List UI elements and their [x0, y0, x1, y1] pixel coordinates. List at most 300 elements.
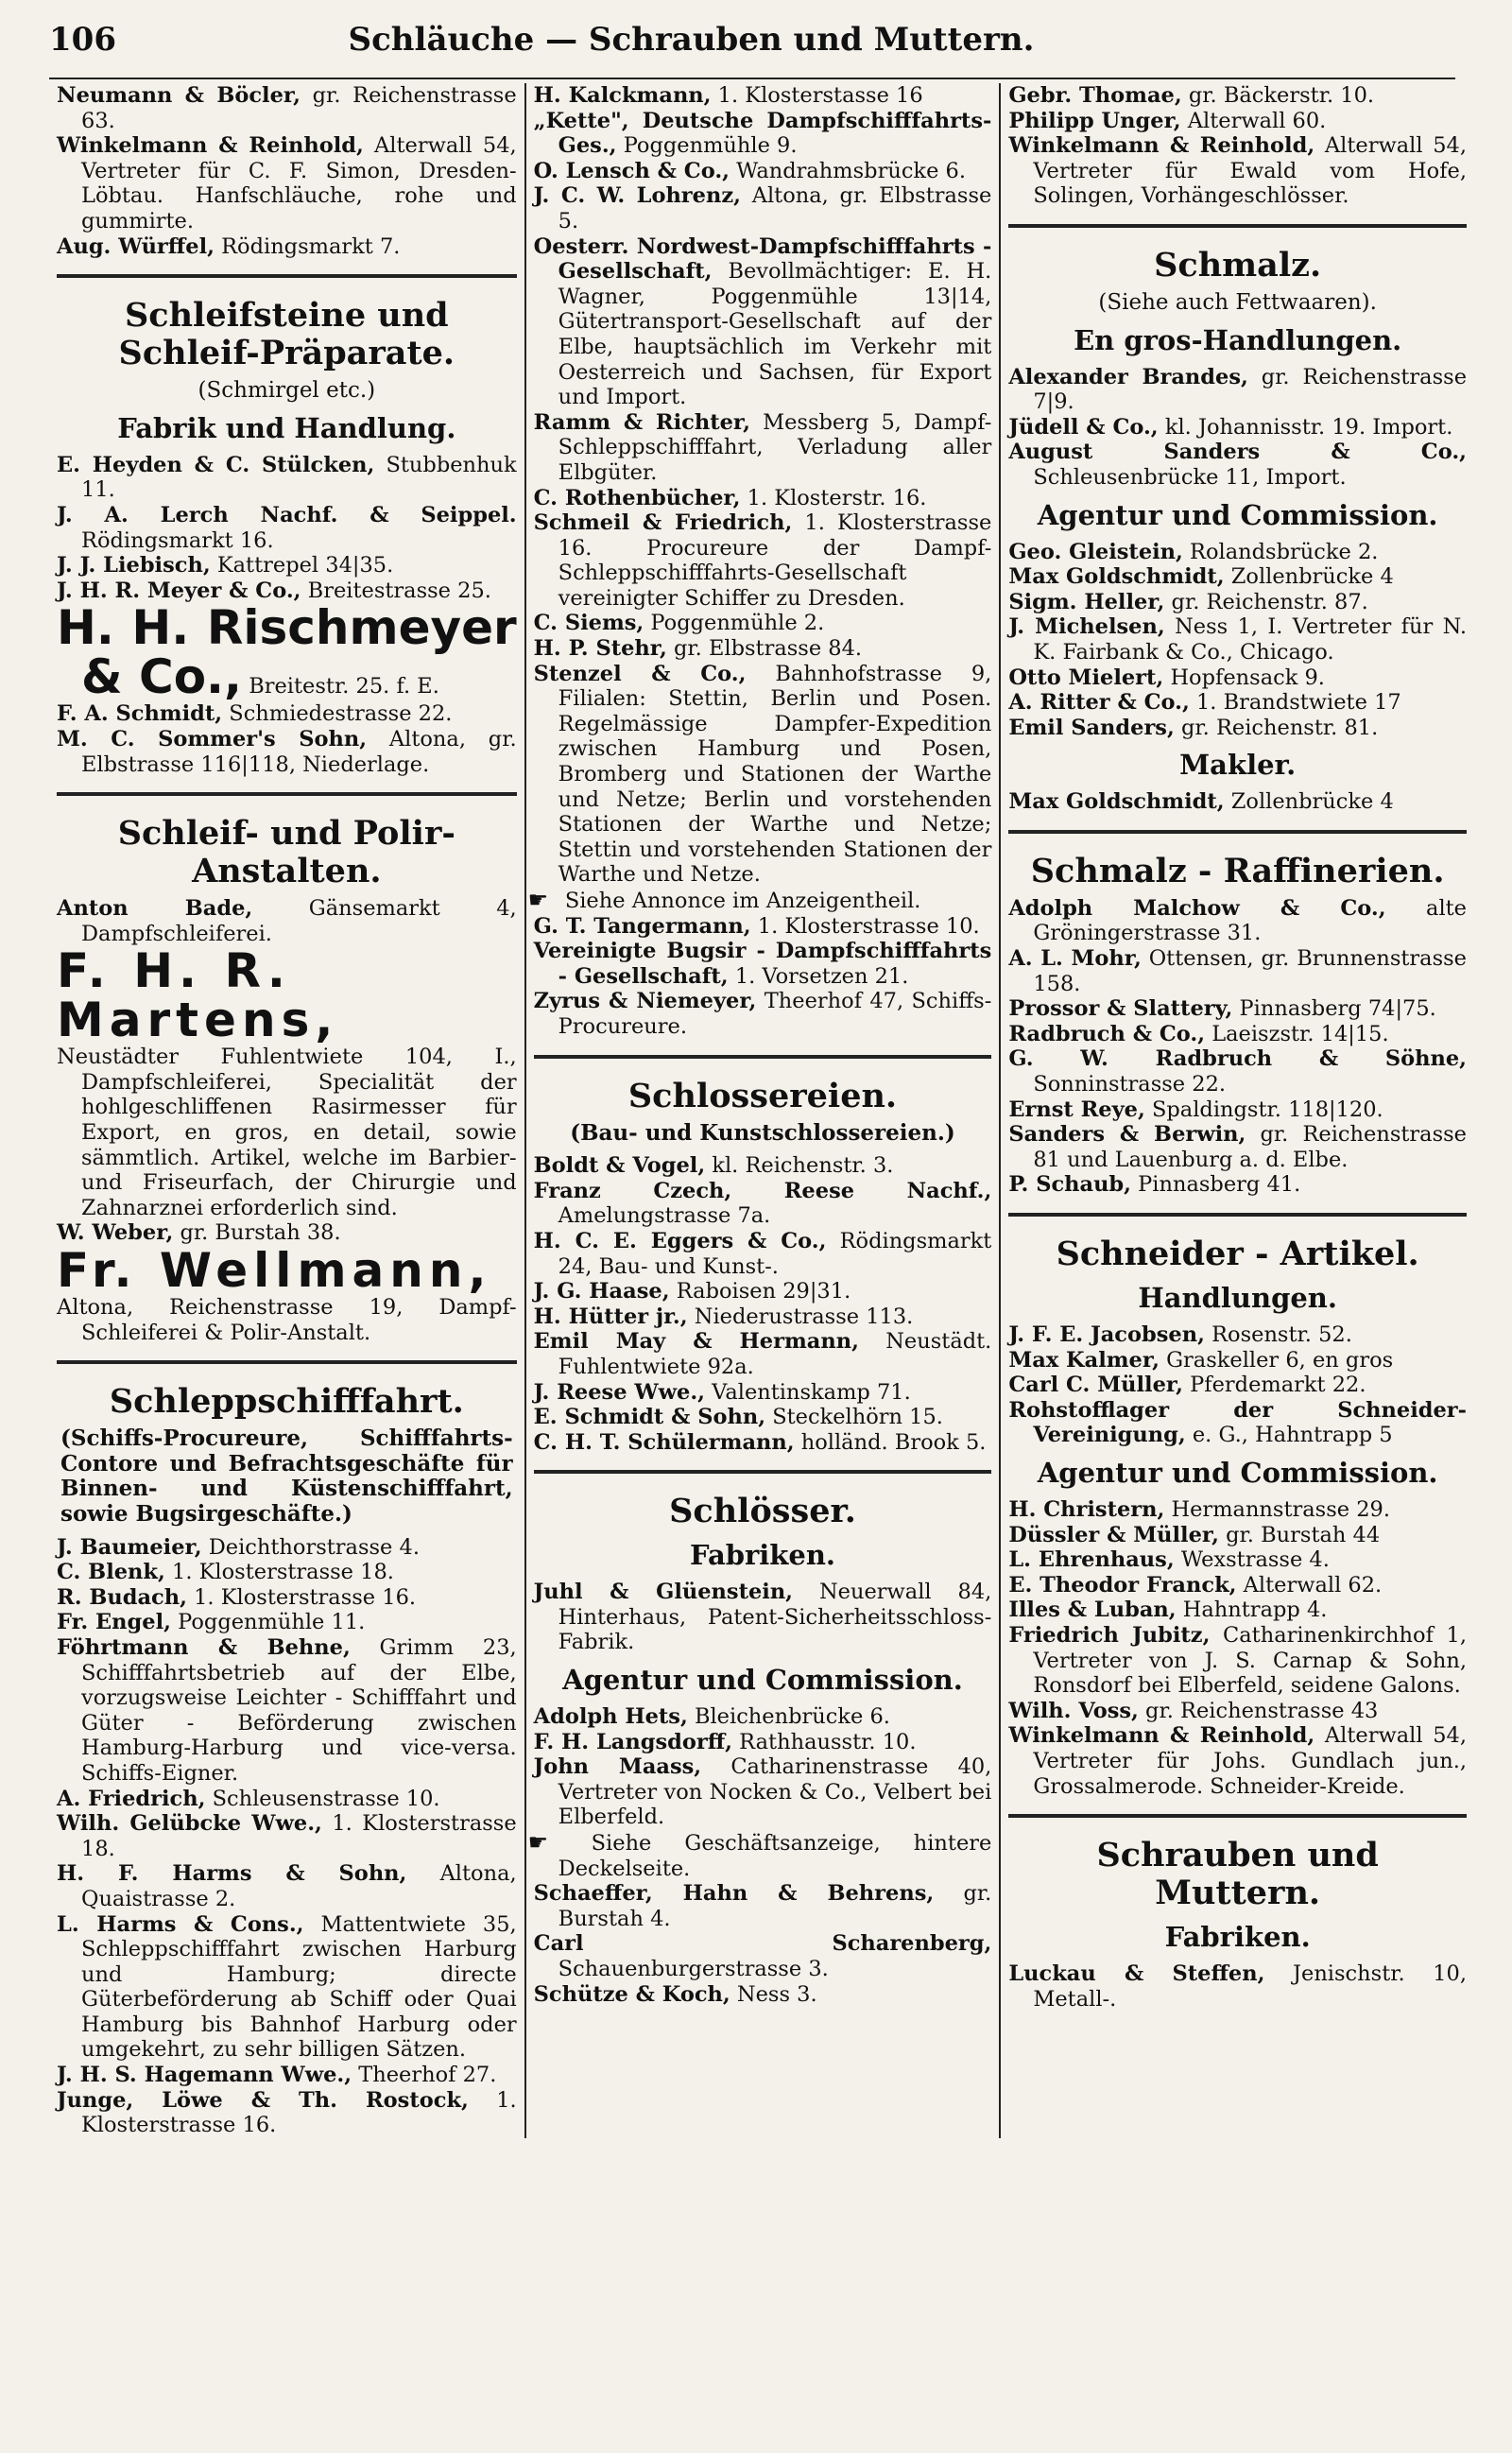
entry-name: Zyrus & Niemeyer, — [533, 989, 757, 1014]
directory-entry — [534, 1304, 992, 1330]
entry-name: F. H. Langsdorff, — [533, 1729, 733, 1754]
directory-entry — [1008, 83, 1467, 109]
directory-entry — [1008, 614, 1467, 665]
directory-entry — [1008, 1623, 1467, 1699]
directory-entry — [1008, 1172, 1467, 1198]
entry-list — [57, 1220, 517, 1246]
entry-name: Ernst Reye, — [1008, 1097, 1145, 1122]
column-2 — [524, 83, 1000, 2138]
entry-details: gr. Elbstrasse 84. — [673, 636, 863, 662]
entry-name: Schmeil & Friedrich, — [533, 510, 793, 536]
entry-name: Juhl & Glüenstein, — [533, 1580, 794, 1605]
entry-details: Altona, gr. Elbstrasse 116|118, Niederlage. — [81, 726, 517, 777]
entry-list — [534, 1153, 992, 1455]
section-divider — [1008, 224, 1467, 228]
entry-details: Rödingsmarkt 16. — [81, 527, 274, 553]
entry-details: gr. Burstah 4. — [558, 1881, 992, 1931]
section-title: Schmalz. — [1154, 245, 1322, 285]
directory-entry — [534, 636, 992, 662]
directory-entry — [57, 1811, 517, 1861]
directory-entry — [1008, 665, 1467, 691]
section-title: Schleif- und Polir-Anstalten. — [117, 814, 455, 891]
directory-entry — [57, 579, 517, 604]
entry-details: Schauenburgerstrasse 3. — [558, 1957, 829, 1981]
entry-name: C. Blenk, — [57, 1560, 165, 1585]
directory-entry — [57, 1585, 517, 1611]
section-note: (Siehe auch Fettwaaren). — [1098, 289, 1377, 315]
directory-entry — [534, 1329, 992, 1379]
entry-list — [1008, 896, 1467, 1198]
directory-entry — [1008, 133, 1467, 209]
section-title: Schleppschifffahrt. — [109, 1382, 464, 1422]
entry-name: R. Budach, — [57, 1584, 187, 1610]
directory-entry — [57, 553, 517, 579]
entry-details: Neustädt. Fuhlentwiete 92a. — [558, 1329, 992, 1379]
directory-entry — [1008, 1573, 1467, 1598]
entry-details: Mattentwiete 35, Schleppschifffahrt zwischen Harburg und Hamburg; directe Güterbeförderung ab Schiff oder Quai Hamburg bis Bahnhof Harburg oder umgekehrt, zu sehr billigen Sätzen. — [81, 1911, 517, 2063]
entry-name: H. F. Harms & Sohn, — [57, 1861, 407, 1887]
entry-details: Steckelhörn 15. — [772, 1405, 943, 1430]
entry-name: Luckau & Steffen, — [1008, 1961, 1265, 1987]
entry-details: Valentinskamp 71. — [712, 1379, 911, 1405]
entry-list — [57, 1535, 517, 2138]
entry-name: C. H. T. Schülermann, — [533, 1429, 795, 1455]
directory-entry — [1008, 540, 1467, 565]
entry-details: Poggenmühle 9. — [623, 133, 798, 159]
subsection-title: Agentur und Commission. — [562, 1664, 963, 1697]
entry-name: Geo. Gleistein, — [1008, 539, 1183, 564]
directory-entry — [534, 1704, 992, 1730]
entry-details: Jenischstr. 10, Metall-. — [1033, 1961, 1467, 2012]
entry-name: C. Siems, — [533, 611, 644, 636]
entry-name: Gebr. Thomae, — [1008, 83, 1182, 108]
subsection-title: Fabriken. — [1164, 1921, 1311, 1954]
entry-details: Theerhof 27. — [358, 2063, 497, 2088]
directory-entry — [1008, 1373, 1467, 1398]
cross-reference-text: Siehe Geschäftsanzeige, hintere Deckelseite. — [558, 1831, 992, 1881]
entry-details: 1. Klosterstrasse 16. — [81, 2087, 517, 2138]
entry-name: A. Ritter & Co., — [1008, 690, 1190, 716]
entry-details: gr. Reichenstr. 87. — [1171, 589, 1368, 614]
section-title: Schmalz - Raffinerien. — [1030, 851, 1445, 890]
section-divider — [1008, 830, 1467, 834]
page-header — [49, 21, 1455, 79]
entry-name: J. C. W. Lohrenz, — [533, 183, 741, 209]
directory-entry — [534, 662, 992, 888]
entry-details: Amelungstrasse 7a. — [558, 1203, 771, 1229]
directory-entry — [57, 701, 517, 727]
entry-details: 1. Klosterstrasse 18. — [81, 1811, 517, 1861]
directory-entry — [57, 1861, 517, 1911]
entry-details: 1. Klosterstasse 16 — [717, 83, 923, 108]
entry-name: Philipp Unger, — [1008, 108, 1181, 133]
directory-entry — [1008, 1723, 1467, 1799]
entry-name: Schütze & Koch, — [533, 1981, 730, 2007]
entry-list — [534, 914, 992, 1040]
entry-name: F. A. Schmidt, — [57, 701, 223, 727]
entry-name: J. Michelsen, — [1008, 614, 1165, 640]
directory-entry — [534, 410, 992, 486]
entry-name: P. Schaub, — [1008, 1172, 1131, 1198]
cross-reference-text: Siehe Annonce im Anzeigentheil. — [564, 889, 921, 913]
entry-name: Rohstofflager der Schneider-Vereinigung, — [1008, 1397, 1467, 1448]
entry-name: J. F. E. Jacobsen, — [1008, 1322, 1205, 1347]
advert-name: H. H. Rischmeyer & Co., — [57, 600, 517, 705]
directory-entry — [57, 133, 517, 233]
directory-entry — [57, 503, 517, 553]
directory-entry — [534, 1405, 992, 1430]
directory-entry — [57, 1535, 517, 1561]
entry-details: Catharinenstrasse 40, Vertreter von Nocken & Co., Velbert bei Elberfeld. — [558, 1754, 992, 1830]
entry-name: J. Reese Wwe., — [533, 1379, 705, 1405]
section-divider — [57, 274, 517, 278]
entry-details: Poggenmühle 2. — [650, 611, 825, 636]
entry-list — [57, 83, 517, 259]
entry-name: Winkelmann & Reinhold, — [57, 133, 364, 159]
entry-list — [1008, 1961, 1467, 2012]
entry-details: Alterwall 54, Vertreter für Ewald vom Hofe, Solingen, Vorhängeschlösser. — [1033, 133, 1468, 209]
entry-list — [1008, 1322, 1467, 1448]
entry-list — [1008, 540, 1467, 741]
entry-name: H. Hütter jr., — [533, 1304, 688, 1329]
entry-details: kl. Reichenstr. 3. — [712, 1153, 894, 1179]
subsection-title: Fabrik und Handlung. — [117, 411, 456, 444]
entry-details: gr. Reichenstrasse 81 und Lauenburg a. d. Elbe. — [1033, 1122, 1468, 1172]
entry-details: Bleichenbrücke 6. — [694, 1704, 890, 1730]
entry-name: C. Rothenbücher, — [533, 485, 741, 510]
directory-entry — [534, 159, 992, 184]
entry-details: Rolandsbrücke 2. — [1190, 539, 1379, 564]
directory-entry — [1008, 946, 1467, 996]
entry-details: Niederustrasse 113. — [694, 1304, 914, 1329]
entry-name: L. Ehrenhaus, — [1008, 1547, 1175, 1573]
entry-details: Hahntrapp 4. — [1182, 1598, 1328, 1623]
directory-entry — [534, 1179, 992, 1229]
entry-name: Junge, Löwe & Th. Rostock, — [57, 2087, 469, 2113]
entry-name: E. Schmidt & Sohn, — [533, 1405, 766, 1430]
entry-name: Neumann & Böcler, — [57, 83, 301, 108]
cross-reference: ☛ Siehe Geschäftsanzeige, hintere Deckelseite. — [527, 1829, 992, 1881]
directory-entry — [534, 1229, 992, 1279]
advert-name: Fr. Wellmann, — [57, 1243, 492, 1299]
directory-entry — [1008, 440, 1467, 490]
entry-name: Carl Scharenberg, — [533, 1931, 992, 1957]
entry-name: Adolph Hets, — [533, 1704, 688, 1730]
entry-name: Düssler & Müller, — [1008, 1522, 1219, 1547]
directory-entry — [1008, 1122, 1467, 1172]
entry-name: H. Kalckmann, — [533, 83, 712, 108]
column-1 — [49, 83, 524, 2138]
directory-entry — [57, 83, 517, 133]
entry-details: Pinnasberg 74|75. — [1239, 996, 1436, 1022]
entry-list — [57, 453, 517, 604]
entry-name: H. Christern, — [1008, 1496, 1165, 1522]
entry-details: Sonninstrasse 22. — [1033, 1072, 1227, 1097]
entry-name: Emil Sanders, — [1008, 715, 1175, 740]
entry-details: holländ. Brook 5. — [800, 1429, 987, 1455]
entry-details: 1. Vorsetzen 21. — [734, 963, 909, 989]
entry-details: 1. Klosterstrasse 18. — [172, 1560, 394, 1585]
directory-entry — [1008, 1097, 1467, 1123]
directory-entry — [57, 1220, 517, 1246]
directory-entry — [1008, 716, 1467, 741]
section-title: Schlossereien. — [627, 1076, 898, 1115]
entry-details: Laeiszstr. 14|15. — [1211, 1021, 1389, 1046]
entry-name: J. Baumeier, — [57, 1534, 202, 1560]
entry-name: W. Weber, — [57, 1220, 174, 1246]
entry-details: gr. Reichenstrasse 43 — [1145, 1698, 1379, 1723]
section-divider — [534, 1055, 992, 1059]
directory-entry — [534, 234, 992, 410]
entry-name: Stenzel & Co., — [533, 661, 747, 686]
entry-details: 1. Klosterstr. 16. — [747, 485, 927, 510]
directory-entry — [1008, 1322, 1467, 1348]
entry-name: Emil May & Hermann, — [533, 1329, 859, 1355]
entry-name: G. T. Tangermann, — [533, 913, 751, 939]
directory-entry — [534, 1881, 992, 1931]
entry-details: gr. Burstah 38. — [180, 1220, 341, 1246]
directory-entry — [1008, 1497, 1467, 1523]
section-title: Schrauben und Muttern. — [1096, 1836, 1379, 1913]
entry-name: Max Kalmer, — [1008, 1347, 1160, 1373]
entry-name: Fr. Engel, — [57, 1610, 171, 1635]
entry-details: Ottensen, gr. Brunnenstrasse 158. — [1033, 946, 1467, 996]
directory-entry — [1008, 564, 1467, 590]
directory-entry — [1008, 1523, 1467, 1548]
entry-name: Aug. Würffel, — [57, 233, 215, 259]
directory-entry — [534, 83, 992, 109]
entry-details: Bahnhofstrasse 9, Filialen: Stettin, Berlin und Posen. Regelmässige Dampfer-Expedition zwischen Hamburg und Posen, Bromberg und Stationen der Warthe und Netze; Berlin und vorstehenden Stationen der Warthe und Netze; Stettin und vorstehenden Stationen der Warthe und Netze. — [558, 661, 992, 888]
entry-list — [1008, 1497, 1467, 1799]
entry-name: Adolph Malchow & Co., — [1008, 895, 1386, 921]
entry-name: Oesterr. Nordwest-Dampfschifffahrts - Gesellschaft, — [533, 233, 992, 285]
section-divider — [1008, 1213, 1467, 1217]
directory-entry — [534, 611, 992, 636]
directory-entry — [534, 914, 992, 940]
entry-details: Grimm 23, Schifffahrtsbetrieb auf der Elbe, vorzugsweise Leichter - Schifffahrt und Güter - Beförderung zwischen Hamburg-Harburg und vice-versa. Schiffs-Eigner. — [81, 1634, 517, 1786]
entry-details: Graskeller 6, en gros — [1166, 1347, 1394, 1373]
entry-name: Winkelmann & Reinhold, — [1008, 1723, 1315, 1749]
entry-details: gr. Reichenstrasse 7|9. — [1033, 364, 1468, 415]
directory-entry — [1008, 1046, 1467, 1097]
advert-name: F. H. R. Martens, — [57, 943, 339, 1048]
directory-entry — [1008, 365, 1467, 415]
entry-name: Franz Czech, Reese Nachf., — [533, 1178, 992, 1203]
directory-entry — [1008, 1348, 1467, 1373]
entry-list — [534, 1580, 992, 1655]
entry-details: 1. Klosterstrasse 16. Procureure der Dampf-Schleppschifffahrts-Gesellschaft vereinigter Schiffer zu Dresden. — [558, 510, 992, 611]
entry-name: M. C. Sommer's Sohn, — [57, 726, 368, 751]
entry-details: gr. Burstah 44 — [1226, 1522, 1381, 1547]
subsection-title: Agentur und Commission. — [1037, 1456, 1438, 1489]
entry-details: Kattrepel 34|35. — [216, 553, 394, 579]
directory-entry — [1008, 1598, 1467, 1623]
entry-details: Bevollmächtiger: E. H. Wagner, Poggenmühle 13|14, Gütertransport-Gesellschaft auf der Elbe, hauptsächlich im Verkehr mit Oesterreich und Sachsen, für Export und Import. — [558, 259, 992, 410]
columns — [49, 83, 1474, 2138]
entry-details: Schmiedestrasse 22. — [229, 701, 453, 727]
entry-name: Otto Mielert, — [1008, 665, 1164, 690]
entry-list — [1008, 365, 1467, 491]
entry-name: Max Goldschmidt, — [1008, 789, 1225, 815]
entry-list — [534, 83, 992, 888]
entry-name: Wilh. Gelübcke Wwe., — [57, 1811, 322, 1837]
entry-details: Breitestrasse 25. — [307, 578, 491, 603]
entry-details: Spaldingstr. 118|120. — [1151, 1097, 1383, 1122]
entry-details: Rathhausstr. 10. — [739, 1729, 917, 1754]
entry-details: Ness 3. — [736, 1981, 817, 2007]
entry-name: J. A. Lerch Nachf. & Seippel. — [57, 502, 517, 527]
entry-list — [1008, 83, 1467, 209]
entry-details: Altona, gr. Elbstrasse 5. — [558, 183, 992, 233]
directory-entry — [57, 234, 517, 260]
entry-name: Vereinigte Bugsir - Dampfschifffahrts - Gesellschaft, — [533, 939, 992, 989]
entry-name: Föhrtmann & Behne, — [57, 1634, 351, 1660]
entry-name: L. Harms & Cons., — [57, 1911, 304, 1937]
directory-entry — [534, 1730, 992, 1755]
cross-reference: ☛ Siehe Annonce im Anzeigentheil. — [527, 887, 921, 913]
section-divider — [57, 792, 517, 796]
directory-entry — [534, 989, 992, 1039]
entry-details: Pferdemarkt 22. — [1190, 1373, 1366, 1398]
entry-name: Carl C. Müller, — [1008, 1373, 1183, 1398]
entry-details: Gänsemarkt 4, Dampfschleiferei. — [81, 896, 517, 946]
advert-address: Breitestr. 25. f. E. — [249, 674, 439, 700]
subsection-title: Fabriken. — [689, 1539, 836, 1572]
entry-name: J. H. S. Hagemann Wwe., — [57, 2063, 352, 2088]
section-title: Schneider - Artikel. — [1056, 1235, 1419, 1273]
section-divider — [534, 1470, 992, 1474]
entry-details: Alterwall 54, Vertreter für C. F. Simon, Dresden-Löbtau. Hanfschläuche, rohe und gummirte. — [81, 133, 517, 233]
directory-entry — [1008, 1547, 1467, 1573]
section-title: Schlösser. — [669, 1492, 856, 1531]
entry-details: Zollenbrücke 4 — [1230, 564, 1394, 590]
entry-details: Theerhof 47, Schiffs-Procureure. — [558, 989, 992, 1039]
entry-details: Alterwall 60. — [1187, 108, 1327, 133]
entry-name: Winkelmann & Reinhold, — [1008, 133, 1315, 159]
entry-details: kl. Johannisstr. 19. Import. — [1164, 414, 1453, 440]
directory-entry — [534, 1153, 992, 1179]
subsection-title: En gros-Handlungen. — [1074, 323, 1402, 356]
section-note: (Schiffs-Procureure, Schifffahrts-Contore und Befrachtsgeschäfte für Binnen- und Küstenschifffahrt, sowie Bugsirgeschäfte.) — [60, 1425, 513, 1527]
entry-details: Raboisen 29|31. — [676, 1279, 851, 1304]
directory-entry — [1008, 1961, 1467, 2012]
entry-details: Wandrahmsbrücke 6. — [736, 158, 966, 183]
section-divider — [57, 1360, 517, 1364]
directory-entry — [1008, 896, 1467, 946]
entry-details: gr. Bäckerstr. 10. — [1188, 83, 1375, 108]
running-head: Schläuche — Schrauben und Muttern. — [348, 21, 1035, 59]
directory-entry — [1008, 109, 1467, 134]
entry-details: Rödingsmarkt 7. — [221, 233, 401, 259]
directory-entry — [534, 1931, 992, 1981]
directory-entry — [534, 486, 992, 511]
subsection-title: Makler. — [1179, 749, 1297, 782]
entry-name: A. L. Mohr, — [1008, 946, 1142, 972]
directory-entry — [534, 183, 992, 233]
directory-entry — [1008, 996, 1467, 1022]
directory-entry — [534, 510, 992, 611]
entry-name: Boldt & Vogel, — [533, 1153, 706, 1179]
directory-entry — [1008, 690, 1467, 716]
entry-details: Stubbenhuk 11. — [81, 452, 517, 503]
entry-details: Deichthorstrasse 4. — [208, 1534, 420, 1560]
directory-entry — [534, 109, 992, 159]
directory-entry — [57, 453, 517, 503]
entry-name: Sigm. Heller, — [1008, 589, 1165, 614]
entry-name: Friedrich Jubitz, — [1008, 1622, 1211, 1648]
directory-entry — [1008, 1699, 1467, 1724]
directory-entry — [57, 2063, 517, 2088]
entry-name: John Maass, — [533, 1754, 702, 1780]
advert-text: Neustädter Fuhlentwiete 104, I., Dampfschleiferei, Specialität der hohlgeschliffenen Rasirmesser für Export, en gros, en detail, sowie sämmtlich. Artikel, welche im Barbier- und Friseurfach, der Chirurgie und Zahnarznei erforderlich sind. — [57, 1045, 517, 1220]
directory-entry — [57, 1787, 517, 1812]
entry-name: Alexander Brandes, — [1008, 364, 1248, 389]
entry-details: 1. Brandstwiete 17 — [1195, 690, 1401, 716]
entry-details: Neuerwall 84, Hinterhaus, Patent-Sicherheitsschloss-Fabrik. — [558, 1580, 992, 1655]
entry-list — [534, 1881, 992, 2007]
entry-name: Anton Bade, — [57, 896, 253, 922]
entry-list — [57, 896, 517, 946]
subsection-title: Handlungen. — [1138, 1282, 1337, 1314]
entry-details: Messberg 5, Dampf-Schleppschifffahrt, Verladung aller Elbgüter. — [558, 409, 992, 485]
entry-name: August Sanders & Co., — [1008, 440, 1467, 465]
entry-name: Prossor & Slattery, — [1008, 996, 1233, 1022]
entry-name: J. J. Liebisch, — [57, 553, 211, 579]
entry-details: Poggenmühle 11. — [178, 1610, 366, 1635]
entry-details: alte Gröningerstrasse 31. — [1033, 895, 1467, 946]
directory-entry — [534, 1754, 992, 1830]
entry-name: Schaeffer, Hahn & Behrens, — [533, 1881, 935, 1907]
entry-name: Ramm & Richter, — [533, 409, 750, 435]
section-note: (Bau- und Kunstschlossereien.) — [570, 1119, 955, 1146]
entry-name: G. W. Radbruch & Söhne, — [1008, 1046, 1467, 1072]
directory-entry — [1008, 789, 1467, 815]
entry-name: J. H. R. Meyer & Co., — [57, 578, 301, 603]
column-3 — [999, 83, 1474, 2138]
entry-name: Max Goldschmidt, — [1008, 564, 1225, 590]
entry-details: gr. Reichenstr. 81. — [1180, 715, 1379, 740]
directory-entry — [534, 1430, 992, 1456]
page-number: 106 — [49, 21, 116, 59]
entry-details: gr. Reichenstrasse 63. — [81, 83, 517, 133]
entry-details: Schleusenbrücke 11, Import. — [1033, 464, 1347, 490]
entry-name: Illes & Luban, — [1008, 1598, 1177, 1623]
entry-details: Hopfensack 9. — [1170, 665, 1325, 690]
entry-details: Wexstrasse 4. — [1180, 1547, 1330, 1573]
entry-details: Hermannstrasse 29. — [1171, 1496, 1391, 1522]
entry-list — [534, 1704, 992, 1830]
entry-name: H. C. E. Eggers & Co., — [533, 1228, 827, 1253]
entry-details: Rosenstr. 52. — [1211, 1322, 1352, 1347]
entry-name: O. Lensch & Co., — [533, 158, 730, 183]
entry-name: E. Theodor Franck, — [1008, 1572, 1237, 1598]
directory-entry — [534, 1380, 992, 1406]
entry-details: e. G., Hahntrapp 5 — [1192, 1423, 1393, 1448]
section-divider — [1008, 1814, 1467, 1818]
directory-entry — [1008, 415, 1467, 441]
directory-entry — [1008, 1398, 1467, 1448]
entry-details: Ness 1, I. Vertreter für N. K. Fairbank & Co., Chicago. — [1033, 614, 1467, 665]
section-note: (Schmirgel etc.) — [198, 378, 376, 404]
directory-entry — [534, 1982, 992, 2008]
entry-name: E. Heyden & C. Stülcken, — [57, 452, 375, 477]
subsection-title: Agentur und Commission. — [1037, 498, 1438, 531]
entry-details: Rödingsmarkt 24, Bau- und Kunst-. — [558, 1228, 992, 1279]
entry-details: Pinnasberg 41. — [1138, 1172, 1301, 1198]
directory-entry — [534, 1279, 992, 1304]
section-title: Schleifsteine und Schleif-Präparate. — [118, 296, 455, 373]
directory-entry — [57, 1912, 517, 2064]
